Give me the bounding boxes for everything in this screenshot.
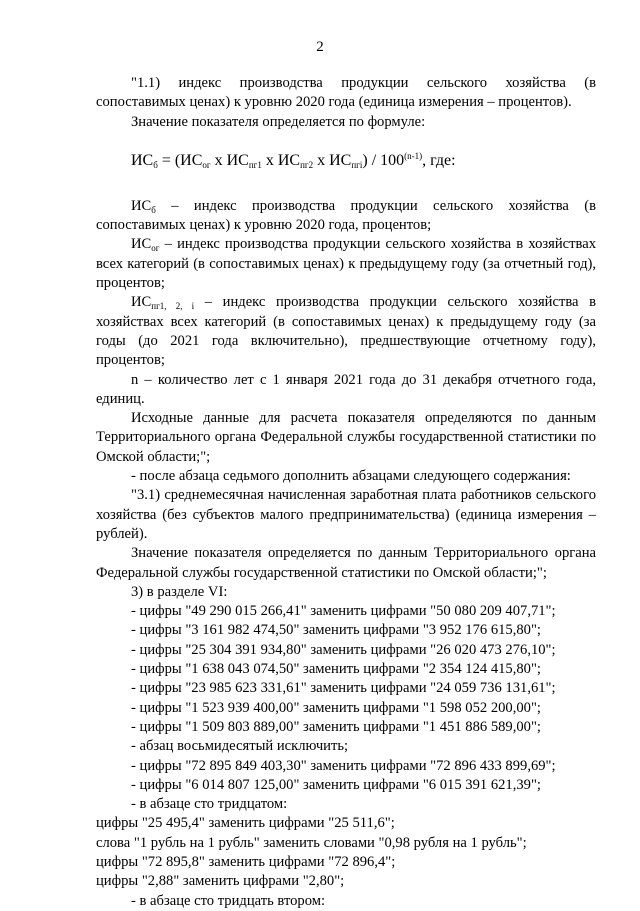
definition-isb <box>96 197 596 236</box>
definition-isog <box>96 235 596 293</box>
definition-isog-symbol: ИС <box>131 236 152 253</box>
list-item: - абзац восьмидесятый исключить; <box>131 738 349 755</box>
formula-open: = (ИС <box>157 151 203 169</box>
list-item: - цифры "6 014 807 125,00" заменить цифрами "6 015 391 621,39"; <box>131 776 541 793</box>
formula-term2-sub: пг1 <box>248 159 262 170</box>
definition-isb-symbol: ИС <box>131 197 152 214</box>
list-item: - цифры "25 304 391 934,80" заменить цифрами "26 020 473 276,10"; <box>131 641 556 658</box>
list-item: - цифры "1 509 803 889,00" заменить цифрами "1 451 886 589,00"; <box>131 718 541 735</box>
list-item: - цифры "1 638 043 074,50" заменить цифрами "2 354 124 415,80"; <box>131 661 541 678</box>
after-paragraph-seven: - после абзаца седьмого дополнить абзацами следующего содержания: <box>131 468 571 485</box>
list-item: - цифры "49 290 015 266,41" заменить цифрами "50 080 209 407,71"; <box>131 603 556 620</box>
list-item: цифры "72 895,8" заменить цифрами "72 896,4"; <box>96 853 396 870</box>
list-item: слова "1 рубль на 1 рубль" заменить словами "0,98 рубля на 1 рубль"; <box>96 834 527 851</box>
formula-exponent: (n-1) <box>404 150 423 161</box>
section-1-1-paragraph: "1.1) индекс производства продукции сельского хозяйства (в сопоставимых ценах) к уровню 2020 года (единица измерения – процентов). <box>96 75 596 111</box>
formula-term3-sub: пг2 <box>300 159 314 170</box>
formula-intro: Значение показателя определяется по формуле: <box>131 113 426 130</box>
definition-n: n – количество лет с 1 января 2021 года до 31 декабря отчетного года, единиц. <box>96 371 596 407</box>
formula-x3: x ИС <box>313 151 352 169</box>
source-paragraph-2: Значение показателя определяется по данным Территориального органа Федеральной службы государственной статистики по Омской области;"; <box>96 545 596 581</box>
list-item: - цифры "23 985 623 331,61" заменить цифрами "24 059 736 131,61"; <box>131 680 556 697</box>
list-item: цифры "2,88" заменить цифрами "2,80"; <box>96 873 345 890</box>
definition-ispg-symbol: ИС <box>131 294 152 311</box>
formula-tail: , где: <box>422 151 456 169</box>
definition-ispg-sub: пг1, 2, i <box>151 301 195 312</box>
definition-isb-text: – индекс производства продукции сельского хозяйства (в сопоставимых ценах) к уровню 2020 года, процентов; <box>96 197 596 234</box>
definition-isb-sub: б <box>151 204 156 215</box>
definition-ispg <box>96 293 596 370</box>
definition-ispg-text: – индекс производства продукции сельского хозяйства в хозяйствах всех категорий (в сопоставимых ценах) к предыдущему году (за годы (до 2021 года включительно), предшествующие отчетному году), процентов; <box>96 294 596 369</box>
formula-close: ) / 100 <box>362 151 405 169</box>
list-item: - цифры "3 161 982 474,50" заменить цифрами "3 952 176 615,80"; <box>131 622 541 639</box>
definition-isog-sub: ог <box>151 243 160 254</box>
list-item: - цифры "1 523 939 400,00" заменить цифрами "1 598 052 200,00"; <box>131 699 541 716</box>
formula-term1-sub: ог <box>202 159 211 170</box>
list-item: - цифры "72 895 849 403,30" заменить цифрами "72 896 433 899,69"; <box>131 757 556 774</box>
document-body <box>96 74 596 911</box>
paragraph-132-heading: - в абзаце сто тридцать втором: <box>131 892 326 909</box>
list-item: - в абзаце сто тридцатом: <box>131 796 288 813</box>
section-vi-heading: 3) в разделе VI: <box>131 583 228 600</box>
replacement-list <box>96 602 596 814</box>
source-paragraph-1: Исходные данные для расчета показателя определяются по данным Территориального органа Федеральной службы государственной статистики по Омской области;"; <box>96 410 596 465</box>
list-item: цифры "25 495,4" заменить цифрами "25 511,6"; <box>96 815 395 832</box>
section-3-1-paragraph: "3.1) среднемесячная начисленная заработная плата работников сельского хозяйства (без субъектов малого предпринимательства) (единица измерения – рублей). <box>96 487 596 542</box>
formula-lhs-sub: б <box>153 159 158 170</box>
formula-x2: x ИС <box>261 151 301 169</box>
definition-isog-text: – индекс производства продукции сельского хозяйства в хозяйствах всех категорий (в сопоставимых ценах) к предыдущему году (за отчетный год), процентов; <box>96 236 596 292</box>
formula-lhs: ИС <box>131 151 154 169</box>
page-number: 2 <box>316 39 324 55</box>
formula <box>96 151 596 171</box>
formula-x1: x ИС <box>210 151 249 169</box>
paragraph-130-changes <box>96 814 596 891</box>
formula-term4-sub: пгi <box>351 159 363 170</box>
